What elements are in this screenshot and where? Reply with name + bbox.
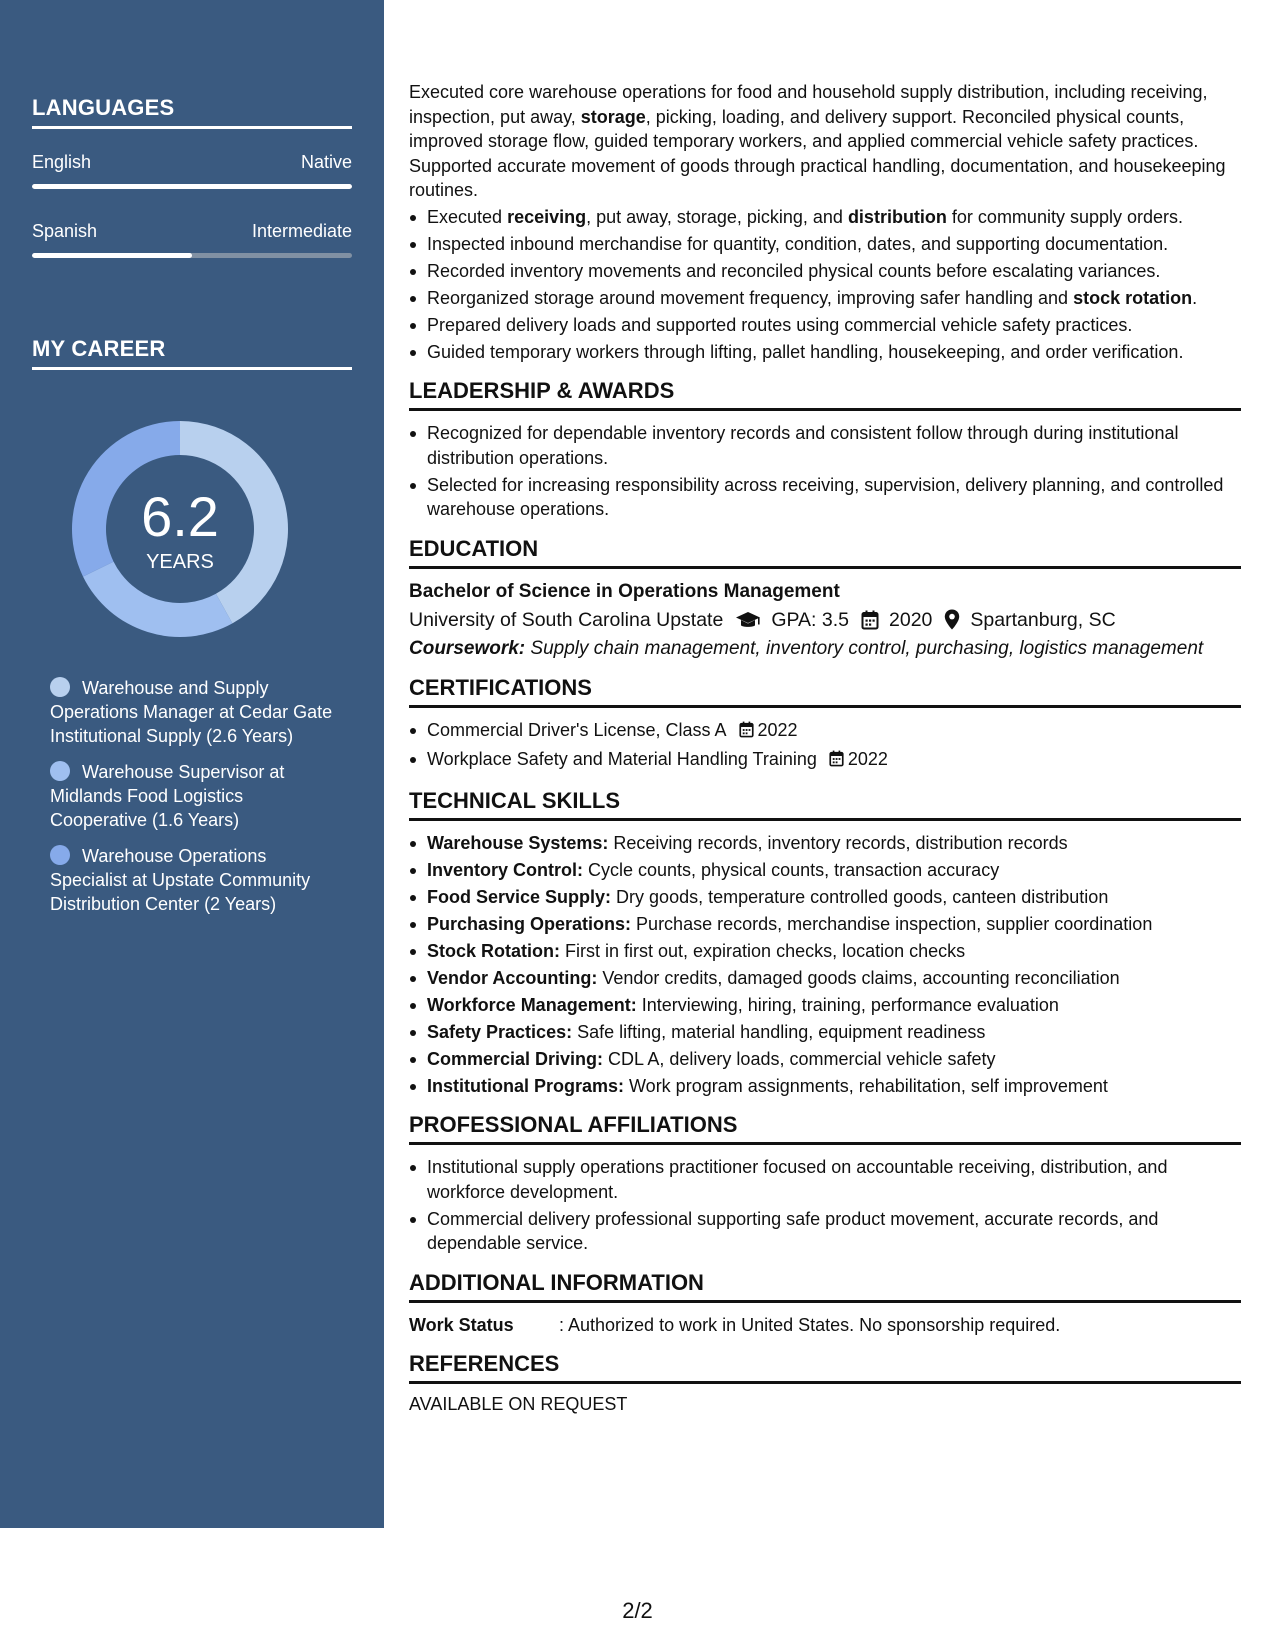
skill-item: [409, 831, 1241, 856]
calendar-icon: [739, 720, 754, 745]
skill-text: Work program assignments, rehabilitation, self improvement: [624, 1075, 1108, 1096]
text-run: Recorded inventory movements and reconciled physical counts before escalating variances.: [427, 260, 1161, 281]
career-item-text: Warehouse Operations Specialist at Upstate Community Distribution Center (2 Years): [50, 846, 311, 914]
leadership-list: [409, 421, 1241, 522]
languages-heading-rule: [32, 126, 352, 129]
skill-item: [409, 1074, 1241, 1099]
skill-label: Food Service Supply:: [427, 886, 612, 907]
skill-label: Vendor Accounting:: [427, 967, 598, 988]
career-item: [50, 676, 340, 748]
language-bar-fill: [32, 253, 192, 258]
education-heading: EDUCATION: [409, 536, 1241, 569]
degree-title: Bachelor of Science in Operations Management: [409, 580, 840, 602]
career-legend-dot: [50, 845, 70, 865]
school-location: Spartanburg, SC: [970, 608, 1116, 631]
language-level: Native: [300, 152, 352, 172]
experience-bullets: [409, 205, 1241, 365]
career-legend-dot: [50, 677, 70, 697]
skill-item: [409, 993, 1241, 1018]
language-bar-fill: [32, 184, 352, 189]
skill-label: Warehouse Systems:: [427, 832, 609, 853]
language-name: Spanish: [32, 221, 98, 241]
experience-summary: [409, 80, 1241, 203]
language-row-spanish: [32, 221, 352, 242]
references-text: AVAILABLE ON REQUEST: [409, 1393, 628, 1414]
certification-year: 2022: [757, 720, 798, 740]
career-donut-center: [66, 415, 294, 643]
language-level: Intermediate: [251, 221, 352, 241]
skill-label: Workforce Management:: [427, 994, 637, 1015]
affiliation-item: Institutional supply operations practitioner focused on accountable receiving, distribution, and workforce development.: [409, 1155, 1241, 1204]
text-run: Executed core warehouse operations for food and household supply distribution, including receiving, inspection, put away,: [409, 82, 1208, 127]
certification-name: Workplace Safety and Material Handling Training: [427, 749, 817, 769]
text-run: Reorganized storage around movement frequency, improving safer handling and: [427, 287, 1074, 308]
skill-item: [409, 966, 1241, 991]
experience-bullet: [409, 286, 1241, 311]
bold-text: stock rotation: [1073, 287, 1193, 308]
career-heading: MY CAREER: [32, 336, 166, 361]
coursework: [409, 637, 1241, 662]
additional-info-heading: ADDITIONAL INFORMATION: [409, 1270, 1241, 1303]
certification-year: 2022: [847, 749, 888, 769]
skill-item: [409, 1020, 1241, 1045]
certification-name: Commercial Driver's License, Class A: [427, 720, 727, 740]
text-run: for community supply orders.: [946, 206, 1184, 227]
language-name: English: [32, 152, 92, 172]
certifications-list: [409, 718, 1241, 774]
gpa: GPA: 3.5: [771, 608, 850, 631]
career-item-text: Warehouse and Supply Operations Manager at Cedar Gate Institutional Supply (2.6 Years): [50, 678, 333, 746]
career-legend-dot: [50, 761, 70, 781]
skill-item: [409, 939, 1241, 964]
text-run: Inspected inbound merchandise for quantity, condition, dates, and supporting documentation.: [427, 233, 1169, 254]
work-status-label: Work Status: [409, 1314, 514, 1335]
skill-text: Safe lifting, material handling, equipment readiness: [572, 1021, 986, 1042]
graduation-year: 2020: [889, 608, 933, 631]
skill-label: Inventory Control:: [427, 859, 583, 880]
skill-label: Purchasing Operations:: [427, 913, 632, 934]
career-donut-chart: [66, 415, 294, 643]
career-item-text: Warehouse Supervisor at Midlands Food Logistics Cooperative (1.6 Years): [50, 762, 285, 830]
skill-item: [409, 885, 1241, 910]
text-run: Guided temporary workers through lifting, pallet handling, housekeeping, and order verification.: [427, 341, 1184, 362]
language-bar-english: [32, 184, 352, 189]
certification-item: [409, 718, 1241, 745]
affiliations-heading: PROFESSIONAL AFFILIATIONS: [409, 1112, 1241, 1145]
career-heading-rule: [32, 367, 352, 370]
location-pin-icon: [944, 609, 960, 630]
experience-bullet: [409, 232, 1241, 257]
skill-text: Purchase records, merchandise inspection, supplier coordination: [631, 913, 1153, 934]
bold-text: distribution: [847, 206, 947, 227]
graduation-cap-icon: [735, 610, 761, 630]
skill-item: [409, 858, 1241, 883]
skill-text: Dry goods, temperature controlled goods, canteen distribution: [611, 886, 1109, 907]
skill-label: Institutional Programs:: [427, 1075, 625, 1096]
skills-list: [409, 831, 1241, 1099]
sidebar: [0, 0, 384, 1528]
text-run: .: [1192, 287, 1198, 308]
skill-text: Receiving records, inventory records, distribution records: [608, 832, 1068, 853]
certifications-heading: CERTIFICATIONS: [409, 675, 1241, 708]
leadership-item: Recognized for dependable inventory records and consistent follow through during institutional distribution operations.: [409, 421, 1241, 470]
skill-text: Interviewing, hiring, training, performance evaluation: [636, 994, 1059, 1015]
career-total-unit: YEARS: [146, 550, 214, 573]
education-meta: [409, 605, 1241, 635]
career-item: [50, 760, 340, 832]
work-status-row: [409, 1313, 1241, 1337]
work-status-value: : Authorized to work in United States. No sponsorship required.: [559, 1314, 1061, 1335]
experience-bullet: [409, 340, 1241, 365]
main-content: [409, 80, 1241, 1415]
career-item: [50, 844, 340, 916]
languages-heading: LANGUAGES: [32, 95, 175, 120]
skill-text: CDL A, delivery loads, commercial vehicle safety: [603, 1048, 996, 1069]
skill-item: [409, 1047, 1241, 1072]
skill-label: Safety Practices:: [427, 1021, 573, 1042]
skill-text: Cycle counts, physical counts, transaction accuracy: [583, 859, 1000, 880]
skill-item: [409, 912, 1241, 937]
page-number: 2/2: [622, 1598, 653, 1623]
skill-label: Stock Rotation:: [427, 940, 560, 961]
references-heading: REFERENCES: [409, 1351, 1241, 1384]
text-run: , picking, loading, and delivery support. Reconciled physical counts, improved storage flow, guided temporary workers, and applied commercial vehicle safety practices. Supported accurate movement of goods through practical handling, documentation, and housekeeping routines.: [409, 106, 1226, 200]
skill-label: Commercial Driving:: [427, 1048, 604, 1069]
certification-item: [409, 747, 1241, 774]
school-name: University of South Carolina Upstate: [409, 608, 724, 631]
text-run: Executed: [427, 206, 508, 227]
text-run: Prepared delivery loads and supported routes using commercial vehicle safety practices.: [427, 314, 1133, 335]
language-row-english: [32, 152, 352, 173]
affiliation-item: Commercial delivery professional supporting safe product movement, accurate records, and dependable service.: [409, 1207, 1241, 1256]
calendar-icon: [829, 749, 844, 774]
experience-bullet: [409, 259, 1241, 284]
bold-text: receiving: [507, 206, 587, 227]
experience-bullet: [409, 205, 1241, 230]
leadership-heading: LEADERSHIP & AWARDS: [409, 378, 1241, 411]
calendar-icon: [861, 610, 879, 630]
affiliations-list: [409, 1155, 1241, 1256]
coursework-text: Supply chain management, inventory control, purchasing, logistics management: [525, 637, 1204, 659]
career-list: [50, 676, 340, 928]
text-run: , put away, storage, picking, and: [586, 206, 848, 227]
experience-bullet: [409, 313, 1241, 338]
language-bar-spanish: [32, 253, 352, 258]
bold-text: storage: [580, 106, 646, 127]
career-total-number: 6.2: [141, 484, 219, 548]
skills-heading: TECHNICAL SKILLS: [409, 788, 1241, 821]
skill-text: First in first out, expiration checks, location checks: [560, 940, 966, 961]
leadership-item: Selected for increasing responsibility across receiving, supervision, delivery planning, and controlled warehouse operations.: [409, 473, 1241, 522]
skill-text: Vendor credits, damaged goods claims, accounting reconciliation: [597, 967, 1120, 988]
coursework-label: Coursework:: [409, 637, 526, 659]
